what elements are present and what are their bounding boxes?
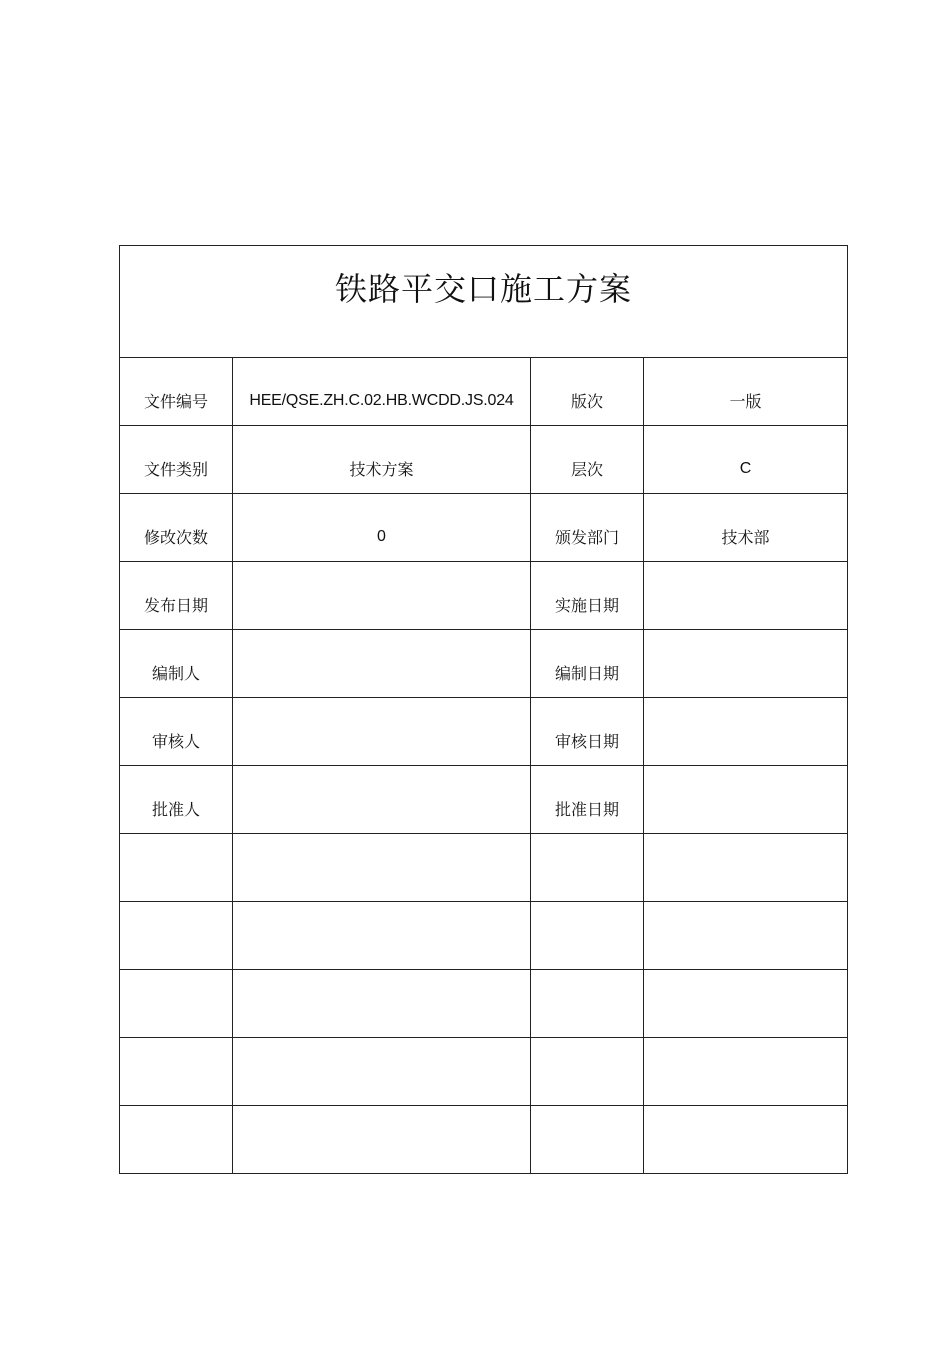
value-publish-date (233, 562, 531, 630)
label-reviewer: 审核人 (120, 698, 233, 766)
value-author (233, 630, 531, 698)
table-row (120, 562, 848, 630)
empty-table-row (120, 902, 848, 970)
empty-cell (644, 834, 848, 902)
empty-cell (120, 902, 233, 970)
empty-cell (644, 902, 848, 970)
value-author-date (644, 630, 848, 698)
table-row (120, 630, 848, 698)
document-title: 铁路平交口施工方案 (335, 270, 633, 308)
empty-cell (233, 970, 531, 1038)
label-review-date: 审核日期 (531, 698, 644, 766)
title-row (120, 246, 848, 358)
value-revision-count: 0 (233, 494, 531, 562)
label-effective-date: 实施日期 (531, 562, 644, 630)
empty-cell (233, 1038, 531, 1106)
empty-cell (531, 1038, 644, 1106)
empty-cell (644, 1106, 848, 1174)
value-file-category: 技术方案 (233, 426, 531, 494)
empty-cell (531, 902, 644, 970)
empty-table-row (120, 1106, 848, 1174)
value-review-date (644, 698, 848, 766)
empty-cell (644, 970, 848, 1038)
label-approval-date: 批准日期 (531, 766, 644, 834)
empty-table-row (120, 970, 848, 1038)
value-issuing-dept: 技术部 (644, 494, 848, 562)
title-cell (120, 246, 848, 358)
empty-table-row (120, 834, 848, 902)
empty-cell (120, 1038, 233, 1106)
label-file-category: 文件类别 (120, 426, 233, 494)
empty-cell (644, 1038, 848, 1106)
table-row (120, 426, 848, 494)
table-row (120, 766, 848, 834)
table-row (120, 358, 848, 426)
empty-cell (531, 834, 644, 902)
empty-cell (233, 1106, 531, 1174)
label-level: 层次 (531, 426, 644, 494)
value-reviewer (233, 698, 531, 766)
empty-cell (120, 834, 233, 902)
empty-cell (120, 970, 233, 1038)
value-effective-date (644, 562, 848, 630)
empty-cell (233, 834, 531, 902)
table-row (120, 494, 848, 562)
empty-cell (233, 902, 531, 970)
label-author-date: 编制日期 (531, 630, 644, 698)
empty-cell (531, 970, 644, 1038)
empty-table-row (120, 1038, 848, 1106)
value-approval-date (644, 766, 848, 834)
value-approver (233, 766, 531, 834)
label-edition: 版次 (531, 358, 644, 426)
label-approver: 批准人 (120, 766, 233, 834)
empty-cell (531, 1106, 644, 1174)
value-level: C (644, 426, 848, 494)
document-cover-table (119, 245, 848, 1174)
label-publish-date: 发布日期 (120, 562, 233, 630)
value-file-number: HEE/QSE.ZH.C.02.HB.WCDD.JS.024 (233, 358, 531, 426)
label-author: 编制人 (120, 630, 233, 698)
label-revision-count: 修改次数 (120, 494, 233, 562)
table-row (120, 698, 848, 766)
label-file-number: 文件编号 (120, 358, 233, 426)
value-edition: 一版 (644, 358, 848, 426)
empty-cell (120, 1106, 233, 1174)
label-issuing-dept: 颁发部门 (531, 494, 644, 562)
